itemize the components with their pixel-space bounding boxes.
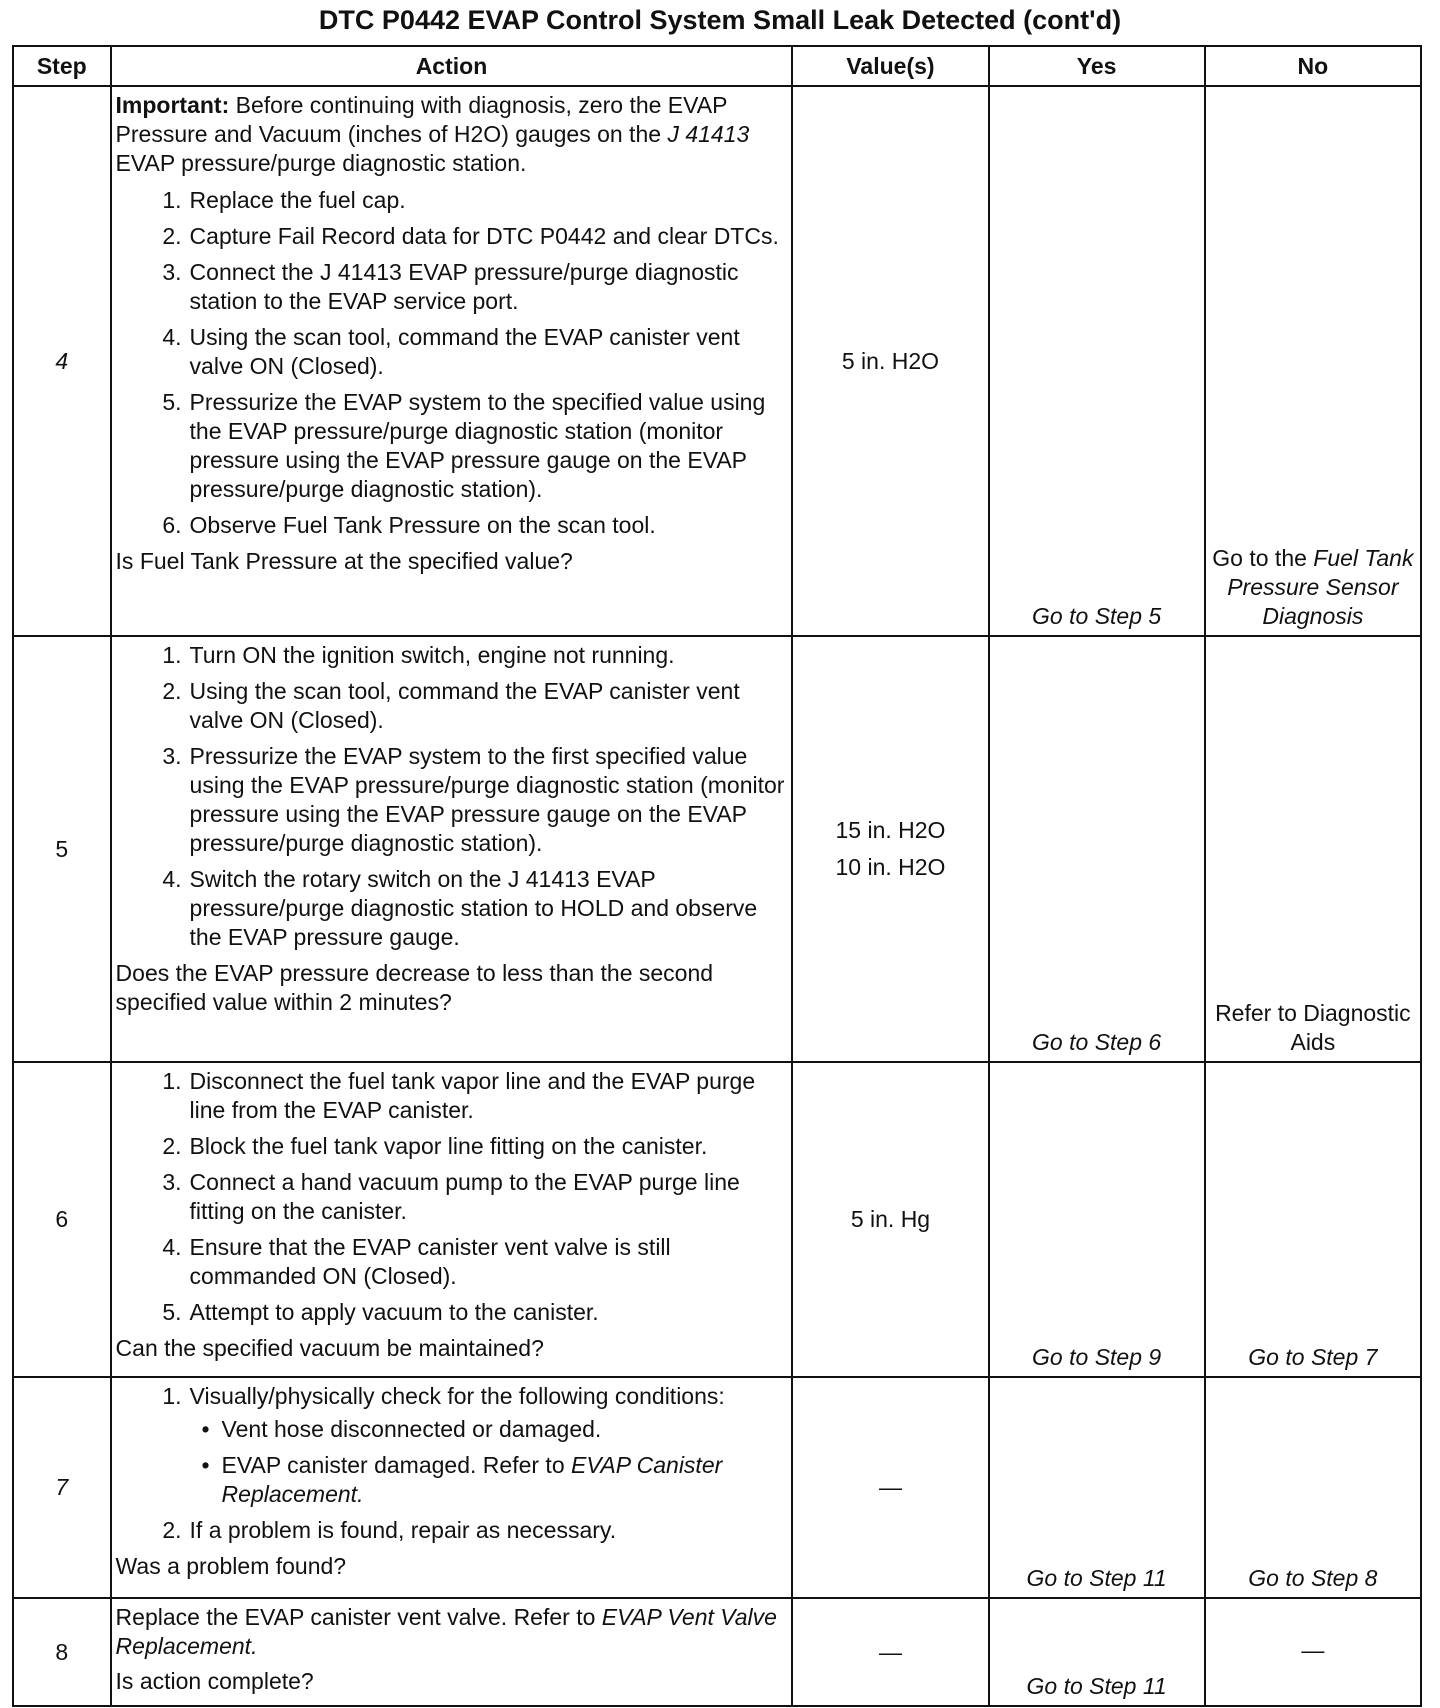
action-cell	[111, 1598, 793, 1706]
list-item: 2. Capture Fail Record data for DTC P0442 and clear DTCs.	[162, 223, 779, 249]
no-cell: Refer to Diagnostic Aids	[1205, 636, 1421, 1062]
list-item: 1. Replace the fuel cap.	[162, 187, 406, 213]
value-cell: 5 in. Hg	[792, 1062, 988, 1377]
step-number: 8	[13, 1598, 111, 1706]
action-text: Replace the EVAP canister vent valve. Refer to EVAP Vent Valve Replacement.	[115, 1604, 777, 1659]
important-note: Important: Before continuing with diagnosis, zero the EVAP Pressure and Vacuum (inches of H2O) gauges on the J 41413 EVAP pressure/purge diagnostic station.	[115, 92, 750, 176]
question: Was a problem found?	[115, 1553, 347, 1579]
table-row	[13, 1062, 1421, 1377]
action-cell	[111, 1377, 793, 1598]
important-label: Important:	[115, 92, 230, 118]
list-item: 1. Visually/physically check for the following conditions: • Vent hose disconnected or damaged. • EVAP canister damaged. Refer to EVAP Canister Replacement.	[116, 1382, 786, 1509]
list-item: 2. Using the scan tool, command the EVAP canister vent valve ON (Closed).	[162, 678, 740, 733]
no-cell: Go to the Fuel Tank Pressure Sensor Diagnosis	[1205, 86, 1421, 636]
page-title: DTC P0442 EVAP Control System Small Leak Detected (cont'd)	[318, 5, 1122, 35]
value-cell: 5 in. H2O	[792, 86, 988, 636]
table-header-row	[13, 46, 1421, 86]
list-item: 3. Connect the J 41413 EVAP pressure/purge diagnostic station to the EVAP service port.	[162, 259, 739, 314]
no-cell: Go to Step 7	[1205, 1062, 1421, 1377]
question: Is Fuel Tank Pressure at the specified value?	[115, 548, 573, 574]
header-yes: Yes	[989, 46, 1205, 86]
value-cell: —	[792, 1377, 988, 1598]
yes-cell: Go to Step 11	[989, 1377, 1205, 1598]
question: Is action complete?	[115, 1668, 314, 1694]
step-number: 5	[13, 636, 111, 1062]
no-cell: Go to Step 8	[1205, 1377, 1421, 1598]
action-cell	[111, 636, 793, 1062]
yes-cell: Go to Step 6	[989, 636, 1205, 1062]
table-row	[13, 1377, 1421, 1598]
list-item: 5. Attempt to apply vacuum to the canister.	[162, 1299, 599, 1325]
value-cell: 15 in. H2O 10 in. H2O	[792, 636, 988, 1062]
list-item: 5. Pressurize the EVAP system to the specified value using the EVAP pressure/purge diagnostic station (monitor pressure using the EVAP pressure gauge on the EVAP pressure/purge diagnostic station).	[162, 389, 766, 502]
list-item: 4. Switch the rotary switch on the J 41413 EVAP pressure/purge diagnostic station to HOLD and observe the EVAP pressure gauge.	[162, 866, 758, 950]
no-cell: —	[1205, 1598, 1421, 1706]
yes-cell: Go to Step 9	[989, 1062, 1205, 1377]
yes-cell: Go to Step 11	[989, 1598, 1205, 1706]
header-values: Value(s)	[792, 46, 988, 86]
yes-cell: Go to Step 5	[989, 86, 1205, 636]
list-item: 4. Using the scan tool, command the EVAP canister vent valve ON (Closed).	[162, 324, 740, 379]
list-item: 6. Observe Fuel Tank Pressure on the scan tool.	[162, 512, 656, 538]
action-cell	[111, 86, 793, 636]
list-item: 1. Disconnect the fuel tank vapor line and the EVAP purge line from the EVAP canister.	[162, 1068, 756, 1123]
header-step: Step	[13, 46, 111, 86]
list-item: 3. Connect a hand vacuum pump to the EVAP purge line fitting on the canister.	[162, 1169, 740, 1224]
list-item: 3. Pressurize the EVAP system to the first specified value using the EVAP pressure/purge diagnostic station (monitor pressure using the EVAP pressure gauge on the EVAP pressure/purge diagnostic station).	[162, 743, 785, 856]
list-item: 2. Block the fuel tank vapor line fitting on the canister.	[162, 1133, 708, 1159]
table-row	[13, 86, 1421, 636]
action-cell	[111, 1062, 793, 1377]
step-number: 7	[13, 1377, 111, 1598]
question: Can the specified vacuum be maintained?	[115, 1335, 544, 1361]
header-no: No	[1205, 46, 1421, 86]
bullet-item: • EVAP canister damaged. Refer to EVAP Canister Replacement.	[201, 1452, 723, 1507]
list-item: 4. Ensure that the EVAP canister vent valve is still commanded ON (Closed).	[162, 1234, 671, 1289]
bullet-item: • Vent hose disconnected or damaged.	[201, 1416, 602, 1442]
diagnostic-table	[12, 45, 1422, 1707]
step-number: 4	[13, 86, 111, 636]
value-cell: —	[792, 1598, 988, 1706]
header-action: Action	[111, 46, 793, 86]
list-item: 2. If a problem is found, repair as necessary.	[162, 1517, 617, 1543]
table-row	[13, 636, 1421, 1062]
question: Does the EVAP pressure decrease to less than the second specified value within 2 minutes?	[115, 960, 714, 1015]
step-number: 6	[13, 1062, 111, 1377]
table-row	[13, 1598, 1421, 1706]
list-item: 1. Turn ON the ignition switch, engine not running.	[162, 642, 675, 668]
